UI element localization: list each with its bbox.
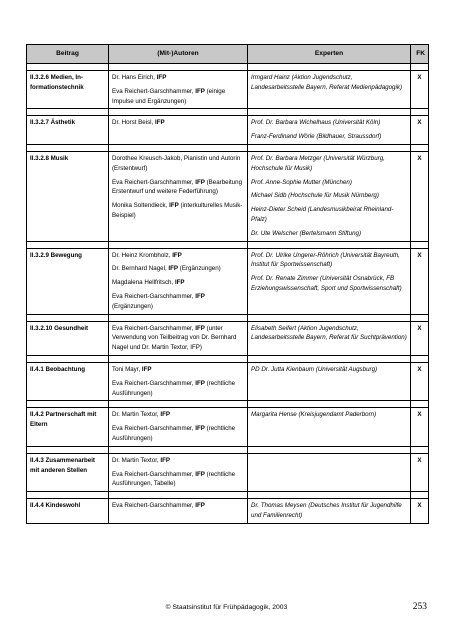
experte-entry: PD Dr. Jutta Kienbaum (Universität Augsburg) [251,365,378,373]
cell-experten [248,116,411,145]
spacer-cell [248,446,411,453]
autor-entry: Dr. Bernhard Nagel, IFP (Ergänzungen) [112,265,221,273]
table-row [27,499,429,524]
row-spacer [27,144,429,151]
cell-fk-mark: X [411,499,429,524]
spacer-cell [411,64,429,71]
spacer-cell [27,241,109,248]
autor-entry: Magdalena Hellfritsch, IFP [112,279,185,287]
spacer-cell [109,401,248,408]
spacer-cell [27,314,109,321]
experte-entry: Dr. Ute Welscher (Bertelsmann Stiftung) [251,229,362,237]
spacer-cell [109,109,248,116]
row-spacer [27,109,429,116]
cell-fk-mark: X [411,71,429,109]
cell-experten [248,151,411,241]
spacer-cell [411,144,429,151]
spacer-cell [248,144,411,151]
cell-beitrag: II.3.2.9 Bewegung [27,248,109,314]
cell-beitrag: II.4.4 Kindeswohl [27,499,109,524]
cell-beitrag: II.4.2 Partnerschaft mit Eltern [27,408,109,446]
row-spacer [27,446,429,453]
spacer-cell [248,401,411,408]
experte-entry: Irmgard Hainz (Aktion Jugendschutz, Landesarbeitsstelle Bayern, Referat Medienpädagogik) [251,74,402,91]
spacer-cell [411,109,429,116]
header-fk: FK [411,45,429,64]
spacer-cell [109,492,248,499]
spacer-cell [411,492,429,499]
experte-entry: Prof. Dr. Ulrike Ungerer-Röhrich (Universität Bayreuth, Institut für Sportwissenschaft) [251,251,400,269]
autor-entry: Eva Reichert-Garschhammer, IFP (rechtliche Ausführungen) [112,425,236,442]
spacer-cell [248,109,411,116]
experte-entry: Prof. Anne-Sophie Mutter (München) [251,178,352,186]
spacer-cell [411,241,429,248]
table-row [27,321,429,355]
spacer-cell [248,64,411,71]
autor-entry: Eva Reichert-Garschhammer, IFP (unter Verwendung von Teilbeitrag von Dr. Bernhard Nagel und Dr. Martin Textor, IFP) [112,324,237,352]
cell-autoren [109,408,248,446]
cell-experten [248,362,411,400]
table-row [27,71,429,109]
row-spacer [27,492,429,499]
table-row [27,362,429,400]
table-body [27,64,429,524]
spacer-cell [27,446,109,453]
experte-entry: Prof. Dr. Renate Zimmer (Universität Osnabrück, FB Erziehungswissenschaft, Sport und Sportwissenschaft) [251,275,402,292]
autor-entry: Dr. Hans Eirich, IFP [112,74,167,81]
spacer-cell [27,144,109,151]
table-row [27,408,429,446]
autor-entry: Dr. Horst Beisl, IFP [112,119,165,127]
autor-entry: Dr. Heinz Krombholz, IFP [112,251,182,259]
cell-fk-mark: X [411,453,429,491]
header-beitrag: Beitrag [27,45,109,64]
table-row [27,453,429,491]
experte-entry: Heinz-Dieter Scheid (Landesmusikbeirat Rheinland-Pfalz) [251,206,394,223]
experte-entry: Prof. Dr. Barbara Wichelhaus (Universität Köln) [251,119,381,127]
cell-autoren [109,151,248,241]
experte-entry: Prof. Dr. Barbara Metzger (Universität Würzburg, Hochschule für Musik) [251,154,385,172]
spacer-cell [27,401,109,408]
spacer-cell [411,355,429,362]
cell-beitrag: II.3.2.10 Gesundheit [27,321,109,355]
cell-beitrag: II.3.2.6 Medien, In-formationstechnik [27,71,109,109]
autor-entry: Eva Reichert-Garschhammer, IFP (Bearbeitung Erstentwurf und weitere Federführung) [112,178,243,196]
spacer-cell [27,109,109,116]
spacer-cell [248,241,411,248]
spacer-cell [411,446,429,453]
cell-beitrag: II.3.2.8 Musik [27,151,109,241]
experte-entry: Elisabeth Seifert (Aktion Jugendschutz, Landesarbeitsstelle Bayern, Referat für Suchtprävention) [251,324,407,342]
autor-entry: Eva Reichert-Garschhammer, IFP (rechtliche Ausführungen, Tabelle) [112,470,236,488]
cell-beitrag: II.3.2.7 Ästhetik [27,116,109,145]
cell-experten [248,248,411,314]
cell-beitrag: II.4.1 Beobachtung [27,362,109,400]
cell-experten [248,71,411,109]
cell-autoren [109,362,248,400]
spacer-cell [411,314,429,321]
autor-entry: Eva Reichert-Garschhammer, IFP [112,502,205,510]
cell-autoren [109,71,248,109]
table-row [27,248,429,314]
spacer-cell [248,314,411,321]
autor-entry: Monika Soltendieck, IFP (interkulturelles Musik-Beispiel) [112,202,243,219]
contributors-table [26,44,429,524]
cell-experten [248,321,411,355]
table-row [27,151,429,241]
cell-autoren [109,499,248,524]
autor-entry: Dorothee Kreusch-Jakob, Pianistin und Autorin (Erstentwurf) [112,154,241,172]
spacer-cell [109,446,248,453]
spacer-cell [109,64,248,71]
cell-fk-mark: X [411,321,429,355]
cell-autoren [109,321,248,355]
experte-entry: Michael Sidb (Hochschule für Musik Nürnberg) [251,192,379,200]
autor-entry: Dr. Martin Textor, IFP [112,411,171,419]
cell-beitrag: II.4.3 Zusammenarbeit mit anderen Stellen [27,453,109,491]
spacer-cell [109,241,248,248]
spacer-cell [27,355,109,362]
table-header-row [27,45,429,64]
footer-copyright: © Staatsinstitut für Frühpädagogik, 2003 [165,604,288,611]
experte-entry: Franz-Ferdinand Wörle (Bildhauer, Straussdorf) [251,133,382,141]
autor-entry: Eva Reichert-Garschhammer, IFP (rechtliche Ausführungen) [112,379,236,397]
spacer-cell [109,355,248,362]
table-row [27,116,429,145]
row-spacer [27,401,429,408]
spacer-cell [411,401,429,408]
experte-entry: Dr. Thomas Meysen (Deutsches Institut für Jugendhilfe und Familienrecht) [251,502,402,519]
cell-experten [248,408,411,446]
autor-entry: Eva Reichert-Garschhammer, IFP (Ergänzungen) [112,292,205,310]
cell-fk-mark: X [411,248,429,314]
row-spacer [27,314,429,321]
cell-fk-mark: X [411,362,429,400]
autor-entry: Dr. Martin Textor, IFP [112,456,171,464]
header-autoren: (Mit-)Autoren [109,45,248,64]
page-number: 253 [412,602,427,612]
row-spacer [27,355,429,362]
row-spacer [27,64,429,71]
cell-autoren [109,248,248,314]
spacer-cell [109,314,248,321]
experte-entry: Margarita Hense (Kreisjugendamt Paderborn) [251,411,377,419]
spacer-cell [27,492,109,499]
cell-autoren [109,116,248,145]
cell-fk-mark: X [411,408,429,446]
spacer-cell [248,355,411,362]
cell-fk-mark: X [411,116,429,145]
cell-experten [248,453,411,491]
header-experten: Experten [248,45,411,64]
autor-entry: Toni Mayr, IFP [112,365,152,373]
spacer-cell [248,492,411,499]
cell-experten [248,499,411,524]
cell-fk-mark: X [411,151,429,241]
row-spacer [27,241,429,248]
spacer-cell [109,144,248,151]
autor-entry: Eva Reichert-Garschhammer, IFP (einige Impulse und Ergänzungen) [112,87,226,105]
cell-autoren [109,453,248,491]
spacer-cell [27,64,109,71]
